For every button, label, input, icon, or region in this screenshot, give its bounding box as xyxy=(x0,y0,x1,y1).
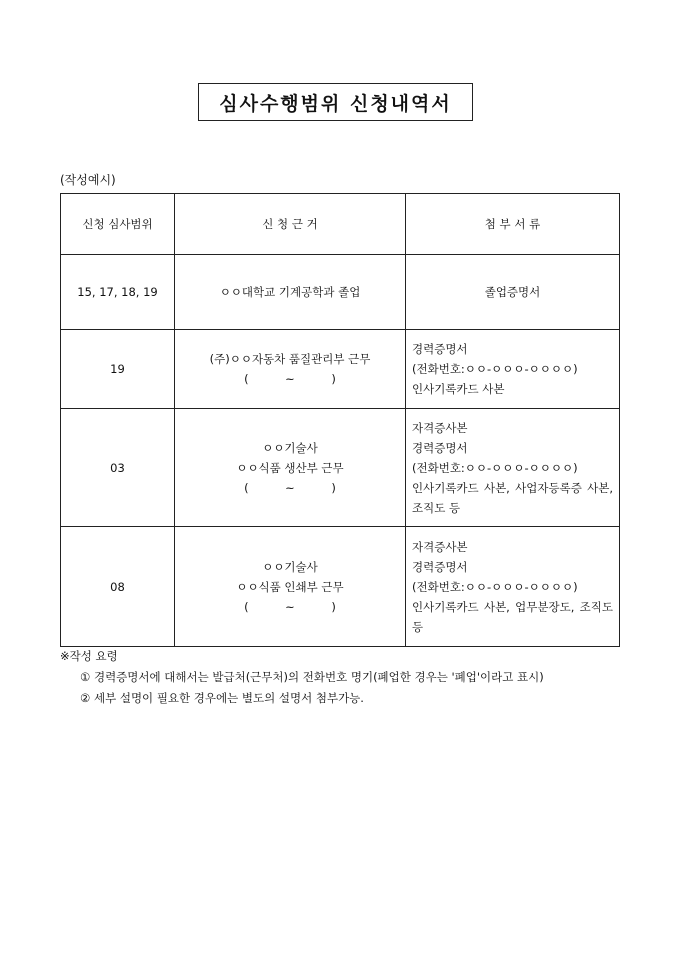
table-row xyxy=(61,255,620,330)
docs-line: (전화번호:ㅇㅇ-ㅇㅇㅇ-ㅇㅇㅇㅇ) xyxy=(412,579,578,594)
docs-line: 경력증명서 xyxy=(412,342,468,356)
docs-cell xyxy=(406,255,620,330)
scope-cell: 03 xyxy=(61,409,175,527)
docs-line: 경력증명서 xyxy=(412,440,468,455)
document-title xyxy=(198,83,473,121)
docs-line: 인사기록카드 사본 xyxy=(412,382,505,396)
docs-cell xyxy=(406,527,620,647)
guideline-item: ② 세부 설명이 필요한 경우에는 별도의 설명서 첨부가능. xyxy=(80,691,364,705)
scope-cell: 19 xyxy=(61,330,175,409)
table-header-row xyxy=(61,194,620,255)
header-scope: 신청 심사범위 xyxy=(61,194,175,255)
docs-line: (전화번호:ㅇㅇ-ㅇㅇㅇ-ㅇㅇㅇㅇ) xyxy=(412,460,578,475)
docs-line: (전화번호:ㅇㅇ-ㅇㅇㅇ-ㅇㅇㅇㅇ) xyxy=(412,362,578,376)
period-line: ( ~ ) xyxy=(244,480,336,495)
basis-cell xyxy=(175,330,406,409)
basis-cell xyxy=(175,409,406,527)
table-row xyxy=(61,409,620,527)
basis-line: (주)ㅇㅇ자동차 품질관리부 근무 xyxy=(209,352,371,366)
document-title-text: 심사수행범위 신청내역서 xyxy=(219,92,452,115)
docs-cell xyxy=(406,409,620,527)
period-line: ( ~ ) xyxy=(244,599,336,614)
basis-line: ㅇㅇ대학교 기계공학과 졸업 xyxy=(219,285,361,299)
guideline-item: ① 경력증명서에 대해서는 발급처(근무처)의 전화번호 명기(폐업한 경우는 '폐업'이라고 표시) xyxy=(80,670,544,684)
scope-cell: 15, 17, 18, 19 xyxy=(61,255,175,330)
basis-cell xyxy=(175,527,406,647)
writing-guidelines xyxy=(60,646,544,709)
docs-line: 경력증명서 xyxy=(412,559,468,574)
basis-line: ㅇㅇ식품 인쇄부 근무 xyxy=(236,579,344,594)
docs-line: 인사기록카드 사본, 사업자등록증 사본, 조직도 등 xyxy=(412,480,613,515)
table-row xyxy=(61,330,620,409)
docs-line: 졸업증명서 xyxy=(484,285,541,299)
header-basis: 신 청 근 거 xyxy=(175,194,406,255)
docs-line: 자격증사본 xyxy=(412,420,468,435)
scope-cell: 08 xyxy=(61,527,175,647)
application-table xyxy=(60,193,620,647)
guidelines-heading: ※작성 요령 xyxy=(60,649,118,663)
basis-line: ㅇㅇ기술사 xyxy=(262,440,318,455)
docs-line: 자격증사본 xyxy=(412,539,468,554)
basis-cell xyxy=(175,255,406,330)
basis-line: ㅇㅇ식품 생산부 근무 xyxy=(236,460,344,475)
docs-line: 인사기록카드 사본, 업무분장도, 조직도 등 xyxy=(412,599,613,634)
period-line: ( ~ ) xyxy=(244,372,336,386)
example-label: (작성예시) xyxy=(60,173,116,187)
table-row xyxy=(61,527,620,647)
docs-cell xyxy=(406,330,620,409)
basis-line: ㅇㅇ기술사 xyxy=(262,559,318,574)
header-docs: 첨 부 서 류 xyxy=(406,194,620,255)
